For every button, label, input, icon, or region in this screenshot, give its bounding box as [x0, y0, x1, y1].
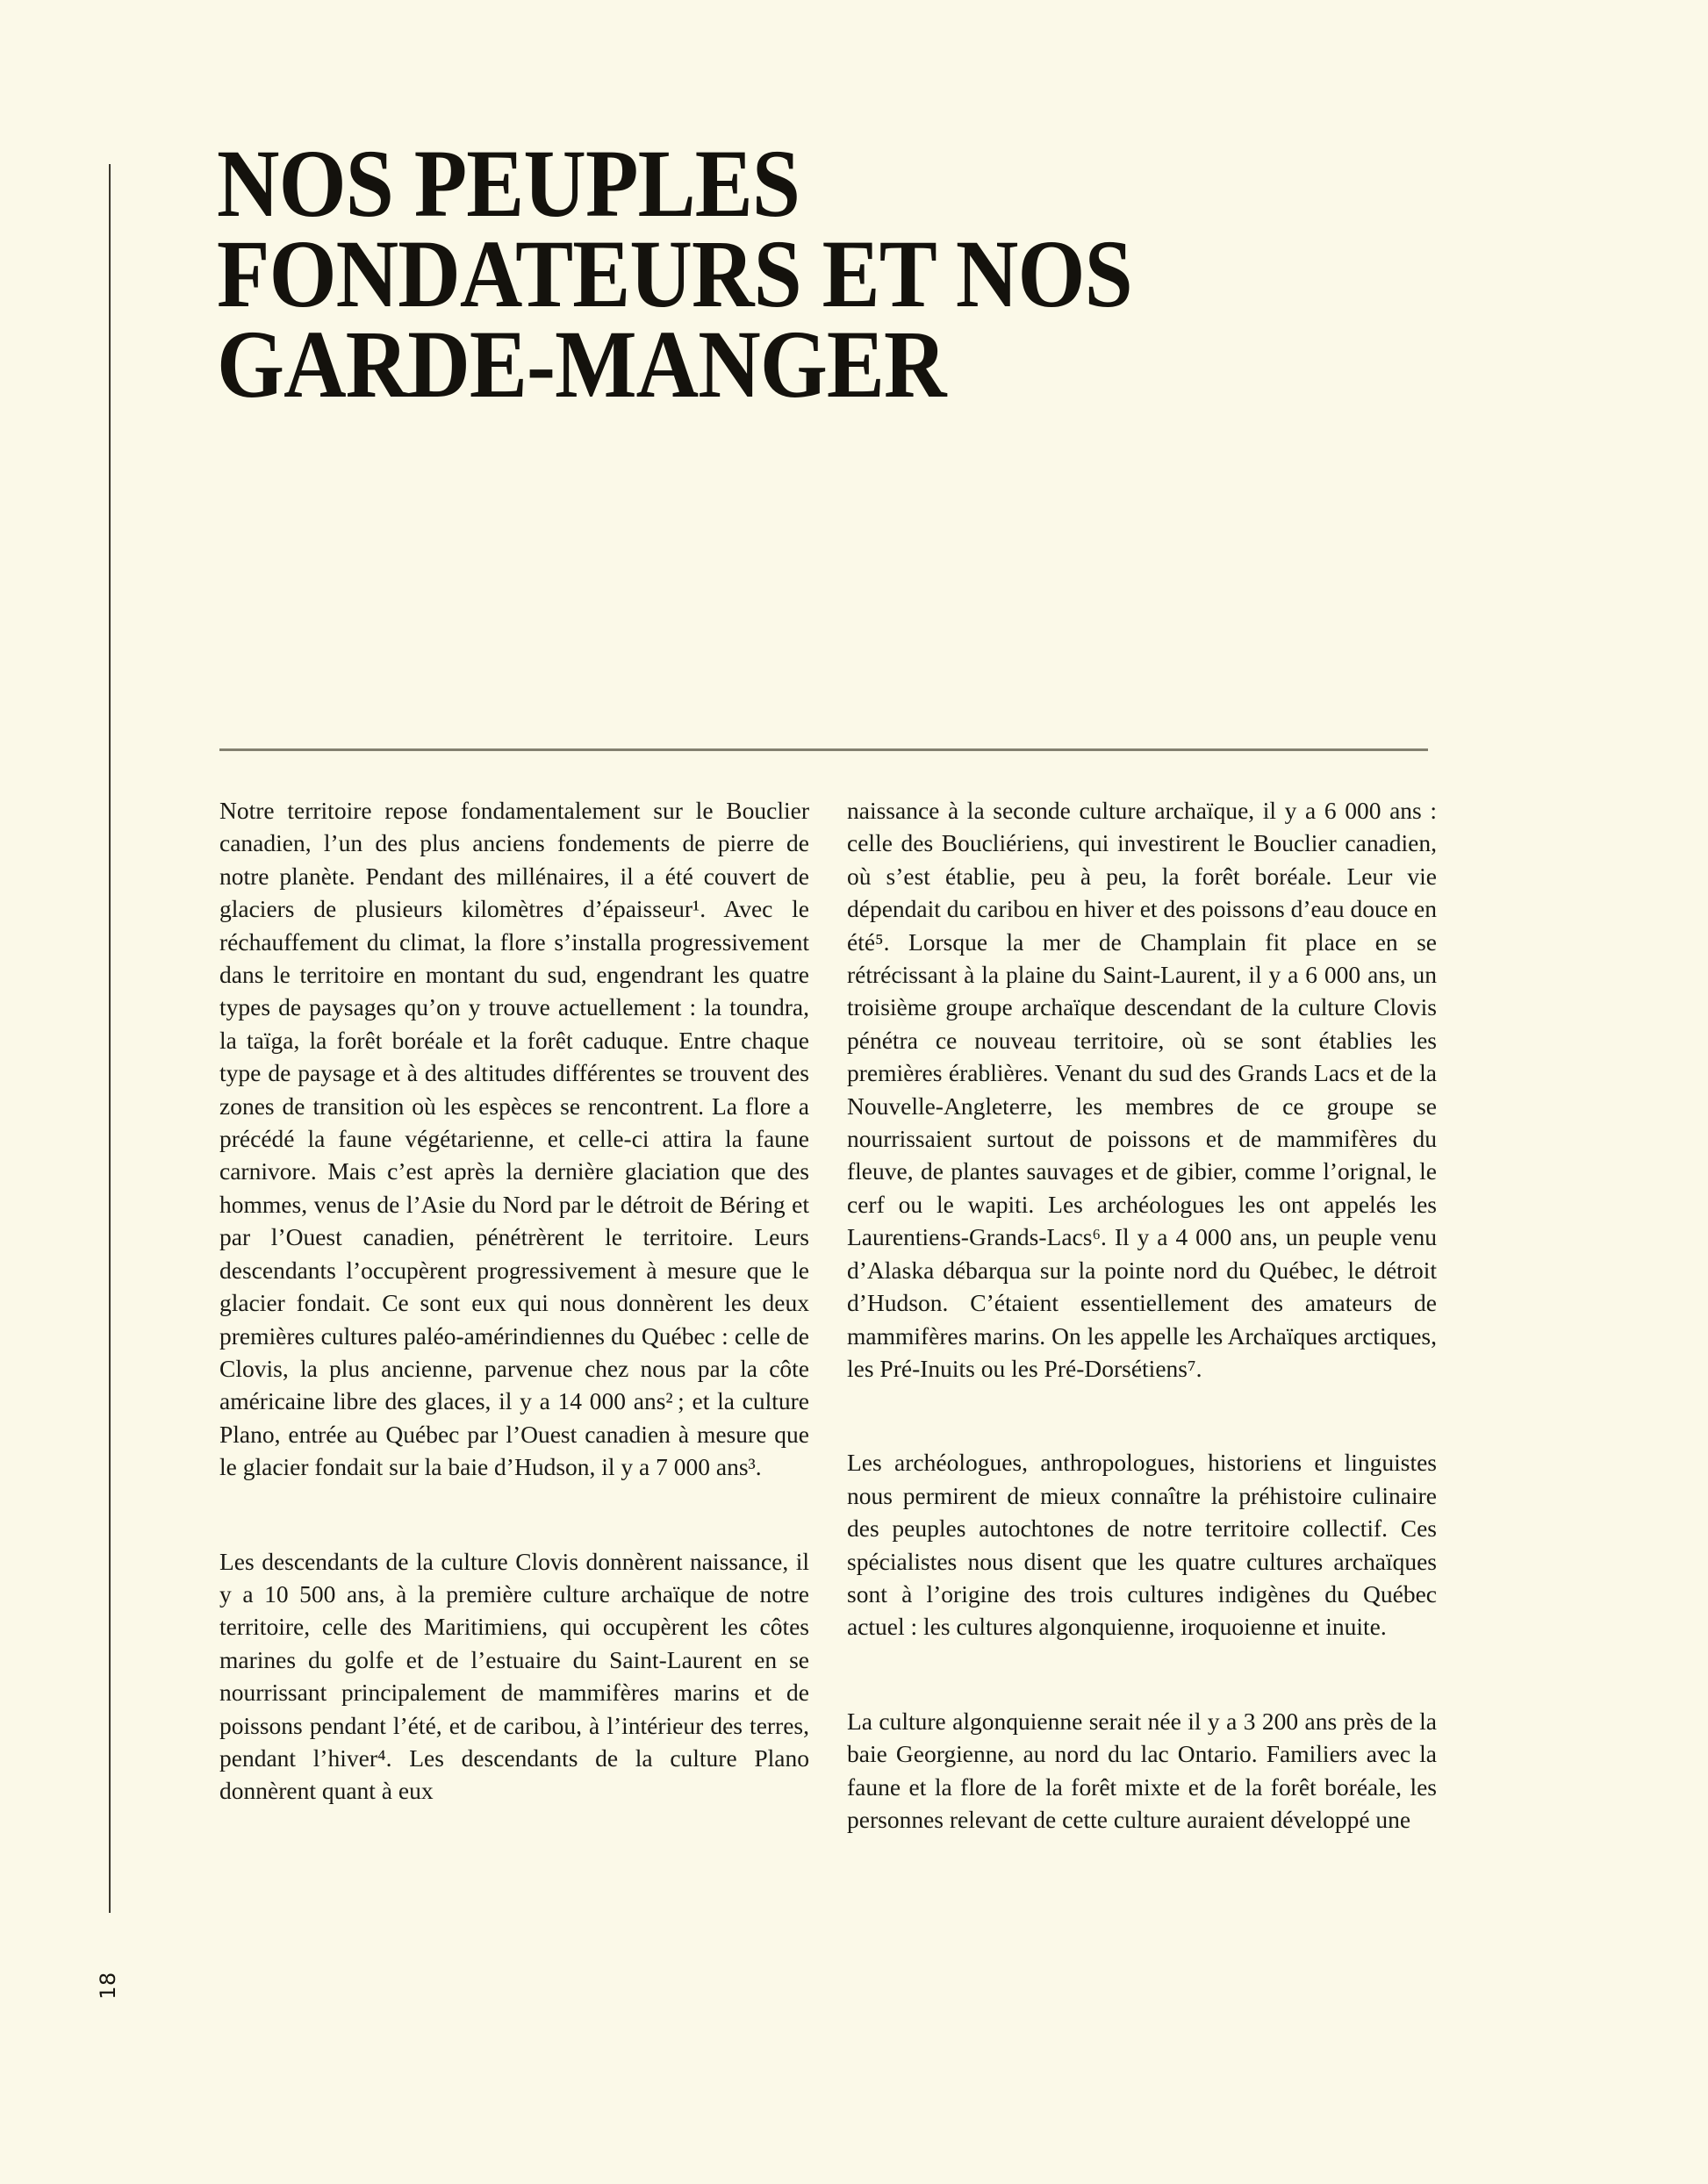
page-title-line-3: GARDE-MANGER	[217, 311, 946, 418]
paragraph-left-2: Les descendants de la culture Clovis donnèrent naissance, il y a 10 500 ans, à la première culture archaïque de notre territoire, celle des Maritimiens, qui occupèrent les côtes marines du golfe et de l’estuaire du Saint-Laurent en se nourrissant principalement de mammifères marins et de poissons pendant l’été, et de caribou, à l’intérieur des terres, pendant l’hiver⁴. Les descendants de la culture Plano donnèrent quant à eux	[219, 1547, 809, 1805]
text-column-left	[219, 794, 809, 1808]
text-column-right	[847, 794, 1437, 1836]
paragraph-left-1: Notre territoire repose fondamentalement sur le Bouclier canadien, l’un des plus anciens fondements de pierre de notre planète. Pendant des millénaires, il a été couvert de glaciers de plusieurs kilomètres d’épaisseur¹. Avec le réchauffement du climat, la flore s’installa progressivement dans le territoire en montant du sud, engendrant les quatre types de paysages qu’on y trouve actuellement : la toundra, la taïga, la forêt boréale et la forêt caduque. Entre chaque type de paysage et à des altitudes différentes se trouvent des zones de transition où les espèces se rencontrent. La flore a précédé la faune végétarienne, et celle-ci attira la faune carnivore. Mais c’est après la dernière glaciation que des hommes, venus de l’Asie du Nord par le détroit de Béring et par l’Ouest canadien, pénétrèrent le territoire. Leurs descendants l’occupèrent progressivement à mesure que le glacier fondait. Ce sont eux qui nous donnèrent les deux premières cultures paléo-amérindiennes du Québec : celle de Clovis, la plus ancienne, parvenue chez nous par la côte américaine libre des glaces, il y a 14 000 ans² ; et la culture Plano, entrée au Québec par l’Ouest canadien à mesure que le glacier fondait sur la baie d’Hudson, il y a 7 000 ans³.	[219, 797, 809, 1481]
page-title-line-1: NOS PEUPLES	[217, 130, 800, 237]
paragraph-right-3: La culture algonquienne serait née il y a 3 200 ans près de la baie Georgienne, au nord du lac Ontario. Familiers avec la faune et la flore de la forêt mixte et de la forêt boréale, les personnes relevant de cette culture auraient développé une	[847, 1707, 1437, 1833]
paragraph-right-2: Les archéologues, anthropologues, historiens et linguistes nous permirent de mieux connaître la préhistoire culinaire des peuples autochtones de notre territoire collectif. Ces spécialistes nous disent que les quatre cultures archaïques sont à l’origine des trois cultures indigènes du Québec actuel : les cultures algonquienne, iroquoienne et inuite.	[847, 1449, 1437, 1641]
page-title	[217, 130, 1234, 418]
paragraph-right-1: naissance à la seconde culture archaïque, il y a 6 000 ans : celle des Boucliériens, qui investirent le Bouclier canadien, où s’est établie, peu à peu, la forêt boréale. Leur vie dépendait du caribou en hiver et des poissons d’eau douce en été⁵. Lorsque la mer de Champlain fit place en se rétrécissant à la plaine du Saint-Laurent, il y a 6 000 ans, un troisième groupe archaïque descendant de la culture Clovis pénétra ce nouveau territoire, où se sont établies les premières érablières. Venant du sud des Grands Lacs et de la Nouvelle-Angleterre, les membres de ce groupe se nourrissaient surtout de poissons et de mammifères du fleuve, de plantes sauvages et de gibier, comme l’orignal, le cerf ou le wapiti. Les archéologues les ont appelés les Laurentiens-Grands-Lacs⁶. Il y a 4 000 ans, un peuple venu d’Alaska débarqua sur la pointe nord du Québec, le détroit d’Hudson. C’étaient essentiellement des amateurs de mammifères marins. On les appelle les Archaïques arctiques, les Pré-Inuits ou les Pré-Dorsétiens⁷.	[847, 797, 1438, 1382]
left-margin-rule	[109, 164, 111, 1913]
page-number: 18	[96, 1972, 120, 2000]
page-title-line-2: FONDATEURS ET NOS	[217, 220, 1132, 327]
column-top-divider	[219, 748, 1428, 751]
